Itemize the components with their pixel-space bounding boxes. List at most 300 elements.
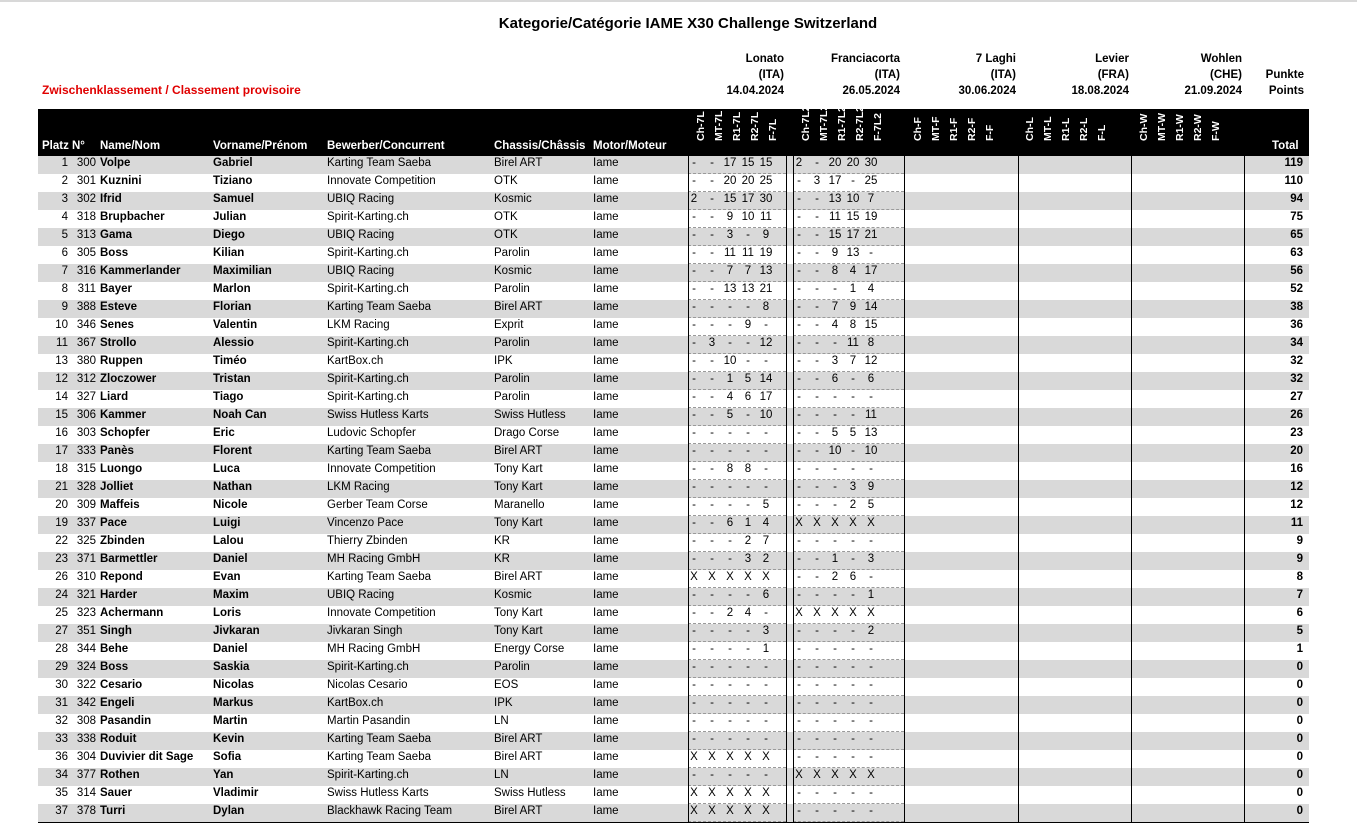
motor-cell: Iame [593, 427, 619, 439]
number-cell: 342 [76, 697, 96, 709]
team-cell: Innovate Competition [327, 463, 436, 475]
score-cell: 12 [864, 355, 878, 367]
name-cell: Barmettler [100, 553, 158, 565]
chassis-cell: Parolin [494, 283, 530, 295]
score-cell: - [710, 355, 714, 367]
score-cell: - [746, 499, 750, 511]
rank-cell: 33 [55, 733, 68, 745]
total-cell: 0 [1296, 769, 1303, 781]
total-cell: 0 [1296, 733, 1303, 745]
score-cell: 19 [864, 211, 878, 223]
firstname-cell: Timéo [213, 355, 247, 367]
score-column-header [1095, 111, 1108, 155]
score-cell: - [851, 625, 855, 637]
total-cell: 0 [1296, 751, 1303, 763]
score-cell: - [869, 535, 873, 547]
score-cell: 5 [867, 499, 875, 511]
team-cell: Innovate Competition [327, 175, 436, 187]
score-cell: 25 [759, 175, 773, 187]
score-cell: - [710, 193, 714, 205]
team-cell: KartBox.ch [327, 355, 384, 367]
score-column-header [853, 105, 866, 155]
motor-cell: Iame [593, 229, 619, 241]
score-cell: 4 [849, 265, 857, 277]
name-cell: Luongo [100, 463, 143, 475]
score-cell: - [797, 715, 801, 727]
score-cell: X [762, 787, 770, 799]
score-cell: - [815, 265, 819, 277]
score-cell: - [833, 337, 837, 349]
score-cell: 13 [759, 265, 773, 277]
score-cell: - [710, 229, 714, 241]
rank-cell: 30 [55, 679, 68, 691]
team-cell: Karting Team Saeba [327, 157, 431, 169]
chassis-cell: Drago Corse [494, 427, 560, 439]
score-cell: - [692, 265, 696, 277]
score-cell: - [692, 499, 696, 511]
rank-cell: 3 [61, 193, 68, 205]
rank-cell: 26 [55, 571, 68, 583]
rank-cell: 28 [55, 643, 68, 655]
total-cell: 32 [1290, 355, 1303, 367]
score-cell: 1 [831, 553, 839, 565]
motor-cell: Iame [593, 301, 619, 313]
chassis-cell: Kosmic [494, 193, 532, 205]
score-cell: - [710, 445, 714, 457]
name-cell: Repond [100, 571, 143, 583]
motor-cell: Iame [593, 211, 619, 223]
rank-cell: 19 [55, 517, 68, 529]
score-cell: X [762, 805, 770, 817]
name-cell: Ruppen [100, 355, 143, 367]
team-cell: UBIQ Racing [327, 589, 395, 601]
name-cell: Sauer [100, 787, 132, 799]
firstname-cell: Sofia [213, 751, 242, 763]
number-cell: 378 [76, 805, 96, 817]
motor-cell: Iame [593, 517, 619, 529]
score-column-label: Ch-7L2 [799, 105, 812, 141]
score-column-header [817, 104, 830, 155]
table-row [38, 588, 1309, 606]
name-cell: Bayer [100, 283, 132, 295]
firstname-cell: Yan [213, 769, 234, 781]
chassis-cell: OTK [494, 211, 518, 223]
score-cell: 1 [762, 643, 770, 655]
score-cell: 9 [849, 301, 857, 313]
score-cell: - [797, 337, 801, 349]
score-cell: 6 [762, 589, 770, 601]
score-cell: - [764, 607, 768, 619]
score-cell: - [710, 607, 714, 619]
score-cell: - [692, 625, 696, 637]
score-cell: 7 [726, 265, 734, 277]
score-cell: 7 [867, 193, 875, 205]
score-cell: - [869, 391, 873, 403]
table-row [38, 606, 1309, 624]
rank-cell: 22 [55, 535, 68, 547]
score-cell: - [869, 643, 873, 655]
chassis-cell: LN [494, 769, 509, 781]
score-cell: - [692, 247, 696, 259]
firstname-cell: Martin [213, 715, 248, 727]
score-cell: 15 [741, 157, 755, 169]
score-cell: 13 [741, 283, 755, 295]
firstname-cell: Alessio [213, 337, 254, 349]
score-cell: - [692, 697, 696, 709]
table-row [38, 174, 1309, 192]
score-cell: 17 [723, 157, 737, 169]
rank-cell: 32 [55, 715, 68, 727]
score-cell: - [692, 373, 696, 385]
firstname-cell: Tristan [213, 373, 251, 385]
score-cell: - [746, 643, 750, 655]
name-cell: Maffeis [100, 499, 140, 511]
team-cell: Innovate Competition [327, 607, 436, 619]
header-team: Bewerber/Concurrent [327, 140, 445, 152]
score-cell: - [710, 283, 714, 295]
score-cell: 8 [867, 337, 875, 349]
firstname-cell: Dylan [213, 805, 245, 817]
header-total: Total [1272, 140, 1299, 152]
team-cell: Spirit-Karting.ch [327, 391, 409, 403]
score-cell: - [728, 427, 732, 439]
score-cell: 2 [744, 535, 752, 547]
rank-cell: 7 [61, 265, 68, 277]
rank-cell: 6 [61, 247, 68, 259]
score-cell: - [869, 679, 873, 691]
motor-cell: Iame [593, 373, 619, 385]
score-cell: - [833, 409, 837, 421]
score-cell: - [764, 697, 768, 709]
table-row [38, 624, 1309, 642]
motor-cell: Iame [593, 751, 619, 763]
score-cell: - [815, 373, 819, 385]
name-cell: Achermann [100, 607, 164, 619]
chassis-cell: Birel ART [494, 157, 543, 169]
score-cell: X [726, 571, 734, 583]
number-cell: 303 [76, 427, 96, 439]
rank-cell: 13 [55, 355, 68, 367]
table-row [38, 354, 1309, 372]
chassis-cell: Parolin [494, 391, 530, 403]
table-row [38, 264, 1309, 282]
score-cell: - [728, 445, 732, 457]
rank-cell: 14 [55, 391, 68, 403]
score-cell: - [710, 391, 714, 403]
event-date: 26.05.2024 [842, 85, 900, 97]
score-cell: - [851, 535, 855, 547]
firstname-cell: Lalou [213, 535, 244, 547]
rank-cell: 16 [55, 427, 68, 439]
score-column-label: Ch-W [1137, 113, 1150, 141]
score-cell: - [746, 679, 750, 691]
score-cell: - [797, 265, 801, 277]
chassis-cell: Tony Kart [494, 517, 543, 529]
total-cell: 12 [1290, 499, 1303, 511]
motor-cell: Iame [593, 571, 619, 583]
table-row [38, 282, 1309, 300]
score-cell: - [833, 733, 837, 745]
table-row [38, 300, 1309, 318]
score-cell: X [726, 751, 734, 763]
score-cell: - [815, 355, 819, 367]
score-cell: - [833, 481, 837, 493]
team-cell: Karting Team Saeba [327, 445, 431, 457]
score-column-header [1155, 111, 1168, 155]
number-cell: 346 [76, 319, 96, 331]
score-cell: 10 [846, 193, 860, 205]
score-cell: - [815, 463, 819, 475]
score-cell: - [710, 679, 714, 691]
motor-cell: Iame [593, 787, 619, 799]
team-cell: Swiss Hutless Karts [327, 787, 429, 799]
number-cell: 380 [76, 355, 96, 367]
score-column-header [947, 111, 960, 155]
table-row [38, 552, 1309, 570]
score-cell: 9 [867, 481, 875, 493]
score-cell: - [746, 697, 750, 709]
motor-cell: Iame [593, 319, 619, 331]
score-cell: 15 [846, 211, 860, 223]
table-row [38, 480, 1309, 498]
score-cell: - [764, 463, 768, 475]
name-cell: Ifrid [100, 193, 122, 205]
score-cell: - [797, 571, 801, 583]
event-country: (FRA) [1097, 69, 1129, 81]
score-column-header [929, 111, 942, 155]
score-cell: - [728, 337, 732, 349]
firstname-cell: Julian [213, 211, 247, 223]
score-cell: X [831, 607, 839, 619]
motor-cell: Iame [593, 463, 619, 475]
number-cell: 302 [76, 193, 96, 205]
firstname-cell: Evan [213, 571, 241, 583]
score-cell: - [728, 553, 732, 565]
score-cell: 8 [726, 463, 734, 475]
team-cell: Ludovic Schopfer [327, 427, 416, 439]
name-cell: Pasandin [100, 715, 152, 727]
chassis-cell: Tony Kart [494, 463, 543, 475]
total-cell: 0 [1296, 715, 1303, 727]
name-cell: Boss [100, 661, 129, 673]
column-divider [688, 156, 689, 822]
event-date: 18.08.2024 [1071, 85, 1129, 97]
name-cell: Duvivier dit Sage [100, 751, 194, 763]
page-title: Kategorie/Catégorie IAME X30 Challenge Switzerland [498, 15, 878, 32]
motor-cell: Iame [593, 409, 619, 421]
score-cell: - [746, 229, 750, 241]
firstname-cell: Diego [213, 229, 245, 241]
name-cell: Roduit [100, 733, 137, 745]
number-cell: 323 [76, 607, 96, 619]
score-cell: 11 [760, 211, 772, 223]
name-cell: Zbinden [100, 535, 145, 547]
score-cell: 7 [849, 355, 857, 367]
chassis-cell: Birel ART [494, 301, 543, 313]
score-cell: - [833, 625, 837, 637]
name-cell: Esteve [100, 301, 138, 313]
score-cell: - [692, 679, 696, 691]
score-cell: - [728, 499, 732, 511]
score-cell: - [833, 787, 837, 799]
table-row [38, 156, 1309, 174]
team-cell: Spirit-Karting.ch [327, 661, 409, 673]
team-cell: MH Racing GmbH [327, 643, 421, 655]
score-cell: - [815, 499, 819, 511]
score-cell: - [851, 409, 855, 421]
firstname-cell: Kevin [213, 733, 245, 745]
score-cell: - [710, 373, 714, 385]
score-cell: - [797, 481, 801, 493]
score-cell: - [746, 481, 750, 493]
table-row [38, 210, 1309, 228]
score-column-label: MT-7L [712, 110, 725, 141]
score-cell: X [867, 607, 875, 619]
rank-cell: 12 [55, 373, 68, 385]
score-cell: 6 [744, 391, 752, 403]
score-cell: - [869, 805, 873, 817]
score-cell: 11 [742, 247, 754, 259]
score-cell: 3 [813, 175, 821, 187]
chassis-cell: OTK [494, 175, 518, 187]
rank-cell: 25 [55, 607, 68, 619]
number-cell: 316 [76, 265, 96, 277]
score-cell: - [710, 319, 714, 331]
score-column-label: R2-L [1077, 117, 1090, 141]
score-cell: - [728, 643, 732, 655]
score-cell: 7 [744, 265, 752, 277]
score-cell: - [851, 733, 855, 745]
rank-cell: 27 [55, 625, 68, 637]
score-column-header [799, 105, 812, 155]
score-cell: - [728, 661, 732, 673]
score-cell: 2 [795, 157, 803, 169]
score-column-label: Ch-7L [694, 111, 707, 141]
score-column-header [965, 111, 978, 155]
header-chassis: Chassis/Châssis [494, 140, 586, 152]
score-cell: - [851, 805, 855, 817]
firstname-cell: Nicolas [213, 679, 254, 691]
event-7-laghi [904, 51, 1016, 99]
score-cell: - [710, 589, 714, 601]
score-cell: 17 [828, 175, 842, 187]
score-cell: - [728, 679, 732, 691]
score-cell: - [833, 499, 837, 511]
score-cell: 9 [831, 247, 839, 259]
score-column-label: MT-F [929, 116, 942, 141]
event-name: Levier [1095, 53, 1129, 65]
score-cell: - [692, 301, 696, 313]
score-cell: - [728, 715, 732, 727]
team-cell: Spirit-Karting.ch [327, 283, 409, 295]
score-cell: - [797, 175, 801, 187]
score-cell: 13 [723, 283, 737, 295]
score-cell: - [815, 301, 819, 313]
motor-cell: Iame [593, 643, 619, 655]
rank-cell: 21 [55, 481, 68, 493]
score-cell: - [815, 409, 819, 421]
score-cell: - [746, 355, 750, 367]
name-cell: Liard [100, 391, 129, 403]
score-cell: 6 [831, 373, 839, 385]
score-cell: - [710, 175, 714, 187]
score-cell: - [797, 787, 801, 799]
page-top-border [0, 0, 1357, 2]
score-cell: - [764, 733, 768, 745]
total-cell: 34 [1290, 337, 1303, 349]
score-cell: X [867, 517, 875, 529]
score-column-header [983, 111, 996, 155]
score-cell: - [692, 355, 696, 367]
rank-cell: 29 [55, 661, 68, 673]
firstname-cell: Gabriel [213, 157, 253, 169]
score-cell: - [833, 751, 837, 763]
score-cell: 1 [744, 517, 752, 529]
score-cell: - [851, 679, 855, 691]
name-cell: Strollo [100, 337, 137, 349]
number-cell: 313 [76, 229, 96, 241]
motor-cell: Iame [593, 715, 619, 727]
score-column-header [766, 111, 779, 155]
score-cell: - [797, 445, 801, 457]
score-cell: 6 [867, 373, 875, 385]
team-cell: Spirit-Karting.ch [327, 211, 409, 223]
rank-cell: 2 [61, 175, 68, 187]
name-cell: Pace [100, 517, 127, 529]
score-cell: - [797, 535, 801, 547]
table-row [38, 192, 1309, 210]
event-country: (ITA) [758, 69, 784, 81]
score-column-label: F-7L [766, 118, 779, 141]
score-cell: 2 [867, 625, 875, 637]
score-cell: - [815, 157, 819, 169]
score-cell: - [797, 427, 801, 439]
motor-cell: Iame [593, 535, 619, 547]
score-cell: - [692, 409, 696, 421]
total-cell: 11 [1290, 517, 1303, 529]
score-cell: - [764, 715, 768, 727]
total-cell: 65 [1290, 229, 1303, 241]
rank-cell: 9 [61, 301, 68, 313]
score-cell: 11 [724, 247, 736, 259]
score-cell: - [692, 175, 696, 187]
score-cell: - [710, 211, 714, 223]
score-cell: X [813, 517, 821, 529]
score-cell: - [815, 211, 819, 223]
score-cell: 2 [726, 607, 734, 619]
score-cell: 11 [829, 211, 841, 223]
score-cell: - [764, 319, 768, 331]
motor-cell: Iame [593, 661, 619, 673]
firstname-cell: Nicole [213, 499, 248, 511]
motor-cell: Iame [593, 247, 619, 259]
event-date: 14.04.2024 [726, 85, 784, 97]
score-column-label: F-L [1095, 124, 1108, 141]
chassis-cell: Exprit [494, 319, 524, 331]
rank-cell: 31 [55, 697, 68, 709]
score-cell: - [797, 409, 801, 421]
name-cell: Schopfer [100, 427, 150, 439]
rank-cell: 18 [55, 463, 68, 475]
score-cell: 8 [849, 319, 857, 331]
score-cell: 10 [828, 445, 842, 457]
score-cell: 3 [831, 355, 839, 367]
score-cell: - [692, 319, 696, 331]
score-cell: - [728, 625, 732, 637]
table-row [38, 462, 1309, 480]
table-row [38, 642, 1309, 660]
number-cell: 338 [76, 733, 96, 745]
